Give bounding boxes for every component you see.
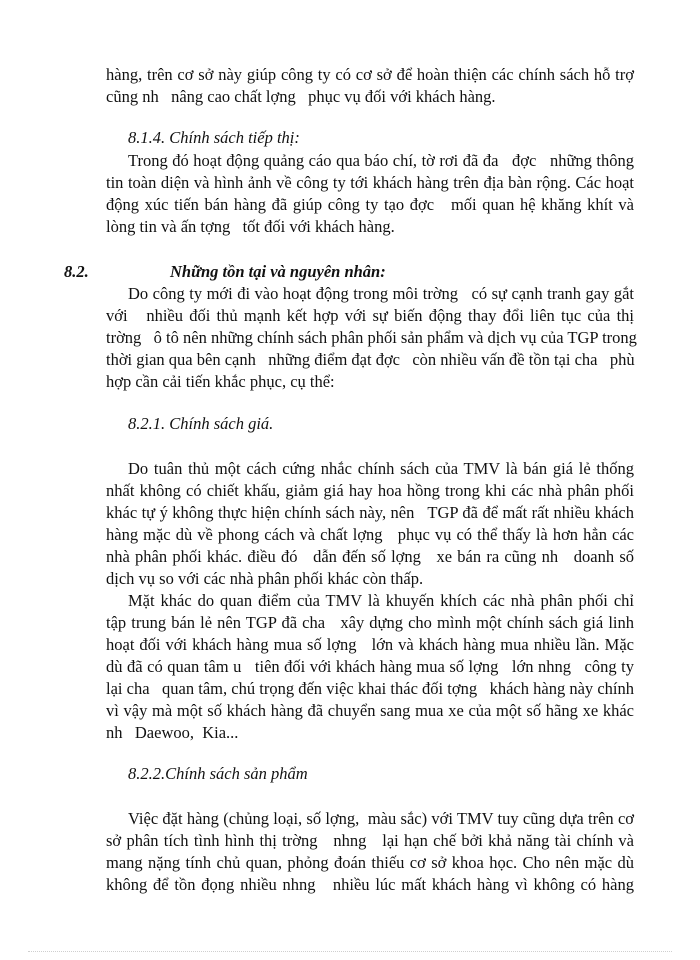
section-heading-8-2-2: 8.2.2.Chính sách sản phẩm [128,764,308,783]
page-bottom-divider [28,951,672,952]
text-line: với nhiều đối thủ mạnh kết hợp với sự biến động thay đổi liên tục của thị [106,306,634,325]
text-line: vì vậy mà một số khách hàng đã chuyển sang mua xe của một số hãng xe khác [106,701,634,720]
section-number-8-2: 8.2. [64,262,89,281]
text-line: hợp cần cải tiến khắc phục, cụ thể: [106,372,335,391]
section-heading-8-2-1: 8.2.1. Chính sách giá. [128,414,274,433]
text-line: không để tồn đọng nhiều nhng nhiều lúc mất khách hàng vì không có hàng [106,875,634,894]
text-line: hàng, trên cơ sở này giúp công ty có cơ sở để hoàn thiện các chính sách hỗ trợ [106,65,634,84]
text-line: Mặt khác do quan điểm của TMV là khuyến khích các nhà phân phối chỉ [128,591,634,610]
text-line: dịch vụ so với các nhà phân phối khác còn thấp. [106,569,424,588]
text-line: nhất không có chiết khấu, giảm giá hay hoa hồng trong khi các nhà phân phối [106,481,634,500]
text-line: sở phân tích tình hình thị trờng nhng lại hạn chế bởi khả năng tài chính và [106,831,634,850]
section-heading-8-1-4: 8.1.4. Chính sách tiếp thị: [128,128,300,147]
text-line: hoạt đối với khách hàng mua số lợng lớn và khách hàng mua nhiều lần. Mặc [106,635,634,654]
text-line: Trong đó hoạt động quảng cáo qua báo chí, tờ rơi đã đa đợc những thông [128,151,634,170]
text-line: lòng tin và ấn tợng tốt đối với khách hàng. [106,217,395,236]
text-line: trờng ô tô nên những chính sách phân phối sản phẩm và dịch vụ của TGP trong [106,328,637,347]
section-heading-8-2: Những tồn tại và nguyên nhân: [170,262,386,281]
text-line: nhà phân phối khác. điều đó dẫn đến số lợng xe bán ra cũng nh doanh số [106,547,634,566]
text-line: tập trung bán lẻ nên TGP đã cha xây dựng cho mình một chính sách giá linh [106,613,634,632]
text-line: tin toàn diện và hình ảnh về công ty tới khách hàng trên địa bàn rộng. Các hoạt [106,173,634,192]
text-line: lại cha quan tâm, chú trọng đến việc khai thác đối tợng khách hàng này chính [106,679,634,698]
text-line: khác tự ý không thực hiện chính sách này, nên TGP đã để mất rất nhiều khách [106,503,634,522]
text-line: mang nặng tính chủ quan, phỏng đoán thiếu cơ sở khoa học. Cho nên mặc dù [106,853,634,872]
text-line: hàng mặc dù về phong cách và chất lợng phục vụ có thể thấy là hơn hẳn các [106,525,634,544]
text-line: Việc đặt hàng (chủng loại, số lợng, màu sắc) với TMV tuy cũng dựa trên cơ [128,809,634,828]
text-line: cũng nh nâng cao chất lợng phục vụ đối với khách hàng. [106,87,496,106]
text-line: Do tuân thủ một cách cứng nhắc chính sách của TMV là bán giá lẻ thống [128,459,634,478]
text-line: động xúc tiến bán hàng đã giúp công ty tạo đợc mối quan hệ khăng khít và [106,195,634,214]
text-line: Do công ty mới đi vào hoạt động trong môi trờng có sự cạnh tranh gay gắt [128,284,634,303]
text-line: thời gian qua bên cạnh những điểm đạt đợc còn nhiều vấn đề tồn tại cha phù [106,350,635,369]
text-line: nh Daewoo, Kia... [106,723,239,742]
text-line: dù đã có quan tâm u tiên đối với khách hàng mua số lợng lớn nhng công ty [106,657,634,676]
